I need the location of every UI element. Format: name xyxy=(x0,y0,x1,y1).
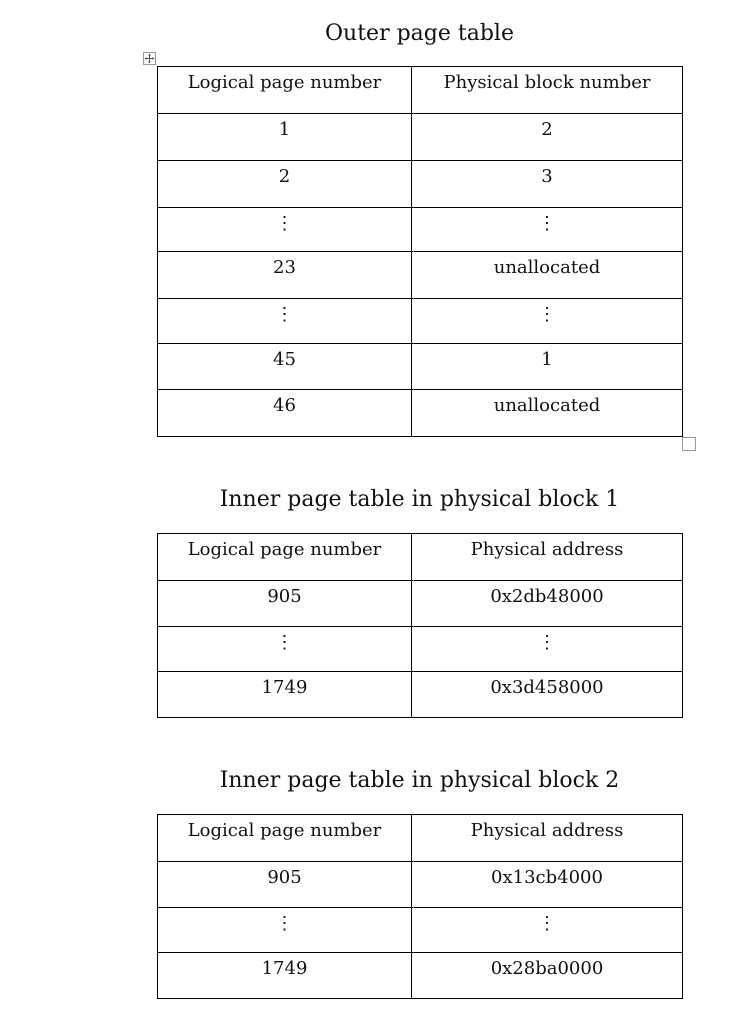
table-cell: unallocated xyxy=(412,252,683,299)
table-cell: 45 xyxy=(158,344,412,390)
table-row xyxy=(158,390,683,437)
table-row xyxy=(158,344,683,390)
table-cell: ⋮ xyxy=(158,627,412,672)
table-cell: 2 xyxy=(412,114,683,161)
inner-page-table-1 xyxy=(157,533,683,718)
table-row xyxy=(158,862,683,908)
table-row xyxy=(158,581,683,627)
outer-table-title: Outer page table xyxy=(325,21,514,46)
table-cell: 46 xyxy=(158,390,412,437)
inner-page-table-2 xyxy=(157,814,683,999)
table-cell: ⋮ xyxy=(412,299,683,344)
header-cell: Physical address xyxy=(412,815,683,862)
table-cell: ⋮ xyxy=(158,208,412,252)
table-cell: ⋮ xyxy=(158,299,412,344)
table-cell: 23 xyxy=(158,252,412,299)
outer-page-table xyxy=(157,66,683,437)
table-cell: ⋮ xyxy=(412,627,683,672)
table-cell: ⋮ xyxy=(412,208,683,252)
table-row xyxy=(158,208,683,252)
table-row xyxy=(158,114,683,161)
header-cell: Physical address xyxy=(412,534,683,581)
header-cell: Logical page number xyxy=(158,67,412,114)
inner-table-2-title: Inner page table in physical block 2 xyxy=(219,768,620,793)
table-cell: 1749 xyxy=(158,672,412,718)
table-cell: unallocated xyxy=(412,390,683,437)
table-cell: 0x3d458000 xyxy=(412,672,683,718)
table-header-row xyxy=(158,534,683,581)
table-move-handle-icon[interactable] xyxy=(143,52,156,65)
table-cell: 0x28ba0000 xyxy=(412,953,683,999)
table-row xyxy=(158,252,683,299)
table-cell: 0x13cb4000 xyxy=(412,862,683,908)
table-cell: 905 xyxy=(158,862,412,908)
header-cell: Physical block number xyxy=(412,67,683,114)
table-cell: 0x2db48000 xyxy=(412,581,683,627)
table-row xyxy=(158,672,683,718)
table-cell: 1749 xyxy=(158,953,412,999)
table-cell: 3 xyxy=(412,161,683,208)
table-row xyxy=(158,627,683,672)
table-header-row xyxy=(158,67,683,114)
table-header-row xyxy=(158,815,683,862)
table-cell: ⋮ xyxy=(158,908,412,953)
table-row xyxy=(158,953,683,999)
table-resize-handle[interactable] xyxy=(682,437,696,451)
table-row xyxy=(158,299,683,344)
table-row xyxy=(158,908,683,953)
header-cell: Logical page number xyxy=(158,534,412,581)
table-row xyxy=(158,161,683,208)
inner-table-1-title: Inner page table in physical block 1 xyxy=(219,487,620,512)
table-cell: ⋮ xyxy=(412,908,683,953)
header-cell: Logical page number xyxy=(158,815,412,862)
table-cell: 905 xyxy=(158,581,412,627)
table-cell: 1 xyxy=(412,344,683,390)
table-cell: 2 xyxy=(158,161,412,208)
table-cell: 1 xyxy=(158,114,412,161)
